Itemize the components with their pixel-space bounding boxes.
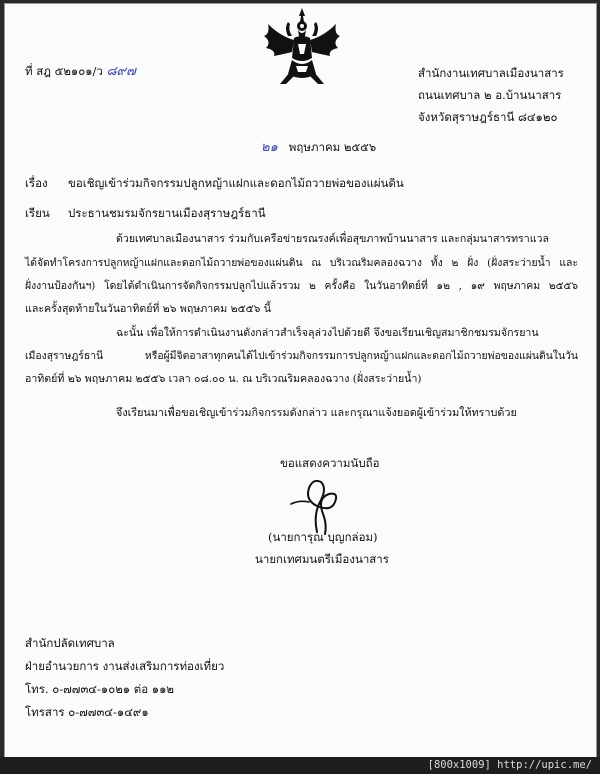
body-p3: จึงเรียนมาเพื่อขอเชิญเข้าร่วมกิจกรรมดังกล่าว และกรุณาแจ้งยอดผู้เข้าร่วมให้ทราบด้วย	[116, 406, 517, 419]
letter-page	[4, 3, 597, 758]
letter-date	[261, 140, 376, 155]
body-p1-line2: ได้จัดทำโครงการปลูกหญ้าแฝกและดอกไม้ถวายพ่อของแผ่นดิน ณ บริเวณริมคลองฉวาง ทั้ง ๒ ฝั่ง (ฝั่งสระว่ายน้ำ และ	[25, 257, 578, 269]
signer-title: นายกเทศมนตรีเมืองนาสาร	[255, 552, 389, 566]
recipient-label: เรียน	[25, 206, 50, 220]
reference-number	[25, 64, 136, 79]
contact-fax: โทรสาร ๐-๗๗๓๔-๑๔๙๑	[25, 705, 149, 719]
subject-label: เรื่อง	[25, 176, 48, 190]
footer-watermark: [800x1009] http://upic.me/	[427, 759, 592, 771]
contact-phone: โทร. ๐-๗๗๓๔-๑๐๒๑ ต่อ ๑๑๒	[25, 682, 174, 696]
date-month-year: พฤษภาคม ๒๕๕๖	[288, 140, 377, 154]
body-p1-line4: และครั้งสุดท้ายในวันอาทิตย์ที่ ๒๖ พฤษภาคม ๒๕๕๖ นี้	[25, 303, 271, 315]
date-day-handwritten: ๒๑	[261, 140, 278, 155]
subject-text: ขอเชิญเข้าร่วมกิจกรรมปลูกหญ้าแฝกและดอกไม้ถวายพ่อของแผ่นดิน	[68, 176, 404, 190]
signer-name: (นายการุณ บุญกล่อม)	[268, 530, 378, 544]
office-province: จังหวัดสุราษฎร์ธานี ๘๔๑๒๐	[418, 110, 558, 124]
office-street: ถนนเทศบาล ๒ อ.บ้านนาสาร	[418, 88, 562, 102]
office-name: สำนักงานเทศบาลเมืองนาสาร	[418, 66, 564, 80]
image-host-footer	[0, 757, 600, 774]
body-p2-line2: เมืองสุราษฎร์ธานี หรือผู้มีจิตอาสาทุกคนได้ไปเข้าร่วมกิจกรรมการปลูกหญ้าแฝกและดอกไม้ถวายพ่อของแผ่นดินในวัน	[25, 350, 578, 362]
contact-office: สำนักปลัดเทศบาล	[25, 636, 115, 650]
body-p1-line3: ฝั่งงานป้องกันฯ) โดยได้ดำเนินการจัดกิจกรรมปลูกไปแล้วรวม ๒ ครั้งคือ ในวันอาทิตย์ที่ ๑๒ , ๑๙ พฤษภาคม ๒๕๕๖	[25, 280, 578, 292]
body-p2-line1: ฉะนั้น เพื่อให้การดำเนินงานดังกล่าวสำเร็จลุล่วงไปด้วยดี จึงขอเรียนเชิญสมาชิกชมรมจักรยาน	[116, 327, 539, 339]
body-p2-line3: อาทิตย์ที่ ๒๖ พฤษภาคม ๒๕๕๖ เวลา ๐๘.๐๐ น. ณ บริเวณริมคลองฉวาง (ฝั่งสระว่ายน้ำ)	[25, 373, 422, 385]
reference-handwritten-number: ๘๙๗	[106, 64, 136, 79]
closing-regards: ขอแสดงความนับถือ	[280, 456, 380, 470]
reference-label: ที่ สฎ ๕๒๑๐๑/ว	[25, 64, 103, 78]
contact-division: ฝ่ายอำนวยการ งานส่งเสริมการท่องเที่ยว	[25, 659, 225, 673]
body-p1-line1: ด้วยเทศบาลเมืองนาสาร ร่วมกับเครือข่ายรณรงค์เพื่อสุขภาพบ้านนาสาร และกลุ่มนาสารทราแวล	[116, 233, 549, 245]
signature-image	[287, 474, 367, 536]
recipient-text: ประธานชมรมจักรยานเมืองสุราษฎร์ธานี	[68, 206, 266, 220]
garuda-emblem-icon	[258, 6, 346, 88]
